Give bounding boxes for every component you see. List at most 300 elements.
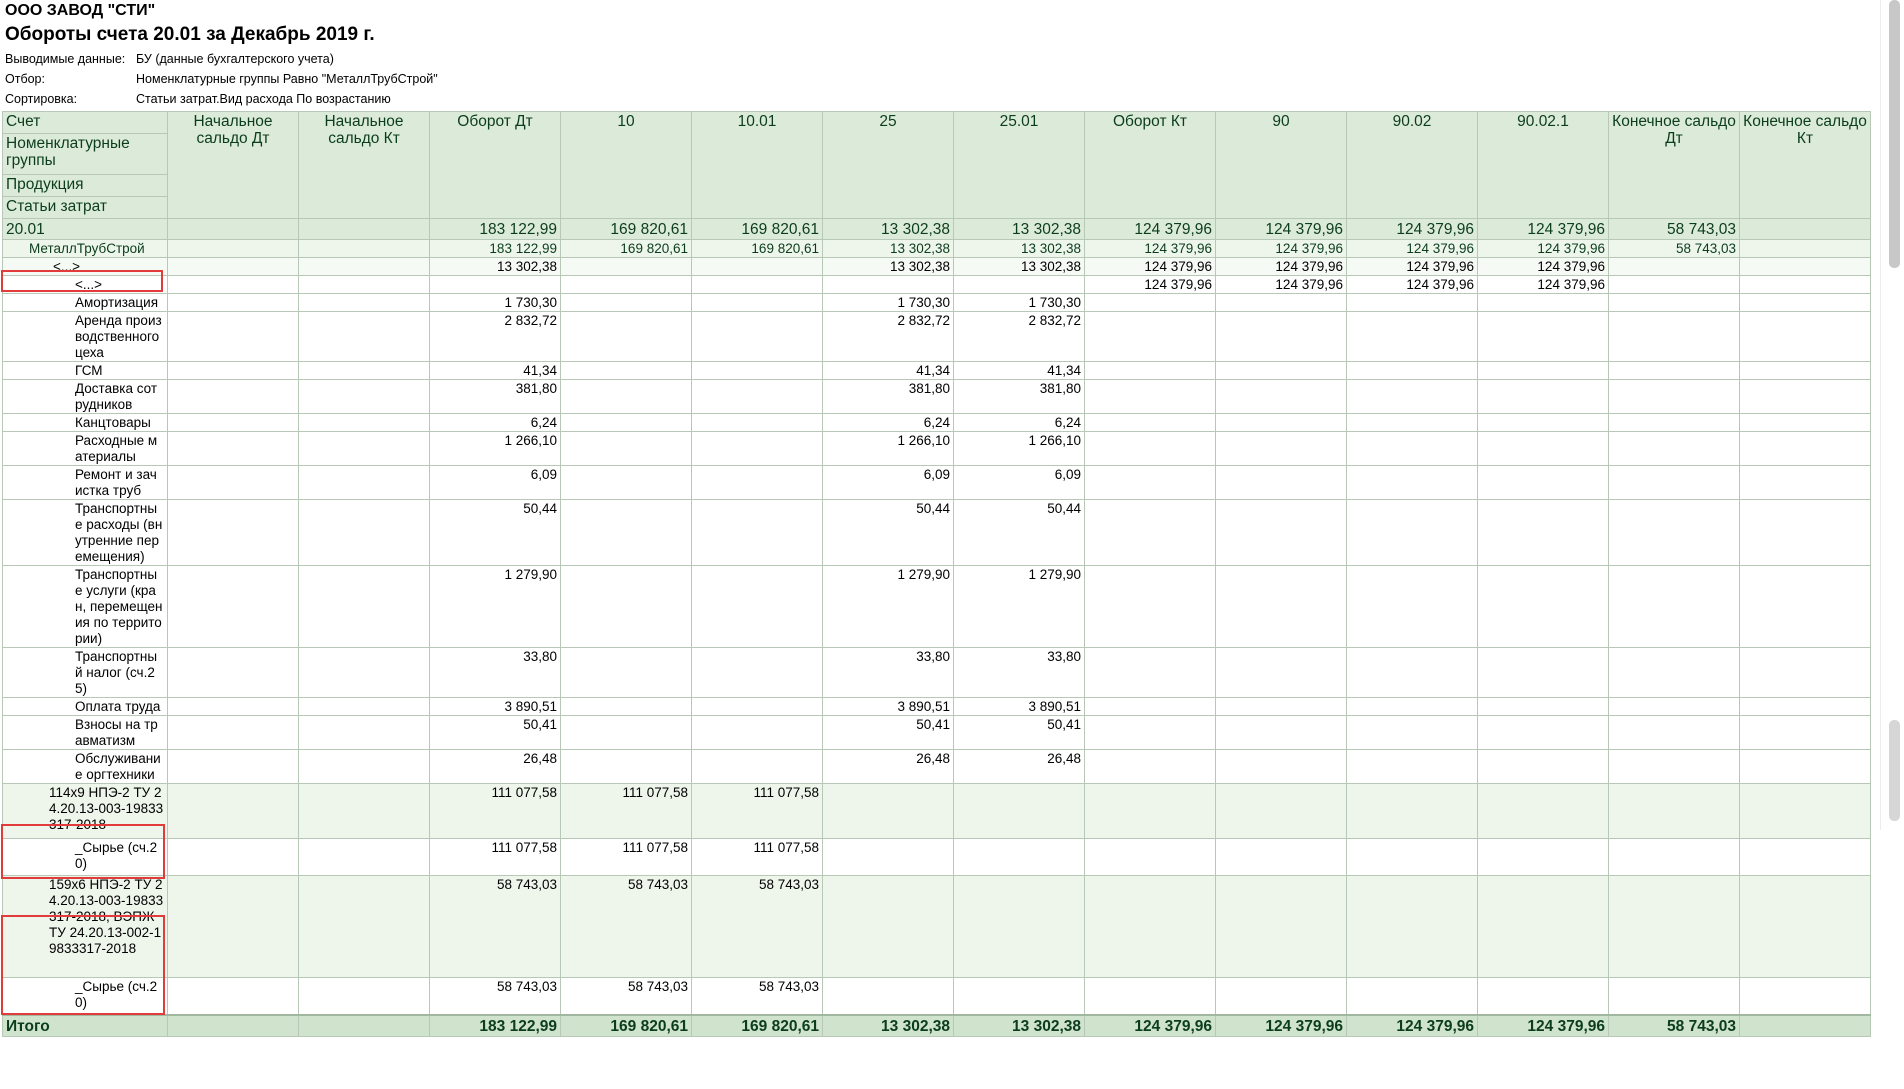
column-header-row (3, 112, 1871, 134)
cell-value (1085, 784, 1216, 839)
cell-value (1609, 466, 1740, 500)
cell-value (1216, 716, 1347, 750)
cell-value (1609, 839, 1740, 876)
dim-account[interactable]: Счет (3, 112, 168, 134)
row-label: _Сырье (сч.20) (3, 839, 168, 876)
dim-nomenclature-group[interactable]: Номенклатурные группы (3, 134, 168, 175)
cell-value (1085, 648, 1216, 698)
cell-value (1740, 219, 1871, 240)
cell-value (692, 500, 823, 566)
total-value: 13 302,38 (954, 1015, 1085, 1037)
product-row[interactable] (3, 784, 1871, 839)
cell-value (168, 698, 299, 716)
cell-value: 1 279,90 (430, 566, 561, 648)
cell-value (299, 500, 430, 566)
cell-value (1740, 276, 1871, 294)
cost-item-row[interactable] (3, 466, 1871, 500)
cell-value: 13 302,38 (954, 258, 1085, 276)
cell-value: 58 743,03 (692, 978, 823, 1016)
cell-value: 124 379,96 (1085, 240, 1216, 258)
total-value: 124 379,96 (1478, 1015, 1609, 1037)
cell-value (1216, 414, 1347, 432)
cell-value (1347, 648, 1478, 698)
cell-value (299, 276, 430, 294)
cell-value (1609, 380, 1740, 414)
cell-value (1085, 566, 1216, 648)
cell-value: 111 077,58 (430, 839, 561, 876)
total-value: 169 820,61 (692, 1015, 823, 1037)
cost-item-row[interactable] (3, 698, 1871, 716)
col-90-02[interactable]: 90.02 (1347, 112, 1478, 219)
total-value: 124 379,96 (1085, 1015, 1216, 1037)
cell-value (1740, 750, 1871, 784)
cell-value: 111 077,58 (430, 784, 561, 839)
cell-value (1347, 466, 1478, 500)
cell-value (1609, 276, 1740, 294)
row-label: Транспортные расходы (внутренние перемещения) (3, 500, 168, 566)
cell-value: 58 743,03 (430, 876, 561, 978)
cell-value: 124 379,96 (1347, 276, 1478, 294)
cell-value (299, 978, 430, 1016)
highlight-box-product-114x9 (1, 824, 165, 879)
cell-value: 111 077,58 (692, 839, 823, 876)
cell-value (1609, 978, 1740, 1016)
cell-value (1609, 648, 1740, 698)
cell-value (1609, 312, 1740, 362)
cell-value (1347, 414, 1478, 432)
cell-value (1085, 978, 1216, 1016)
col-25[interactable]: 25 (823, 112, 954, 219)
cell-value: 2 832,72 (430, 312, 561, 362)
cell-value (1216, 750, 1347, 784)
cell-value (299, 219, 430, 240)
cell-value (1478, 432, 1609, 466)
cell-value: 1 279,90 (823, 566, 954, 648)
cost-item-row-empty[interactable] (3, 276, 1871, 294)
cell-value (1085, 466, 1216, 500)
cell-value (823, 276, 954, 294)
cell-value: 33,80 (430, 648, 561, 698)
cost-item-row[interactable] (3, 716, 1871, 750)
cell-value: 1 266,10 (823, 432, 954, 466)
cell-value (1216, 432, 1347, 466)
cell-value (1609, 784, 1740, 839)
cell-value (299, 566, 430, 648)
row-label: Обслуживание оргтехники (3, 750, 168, 784)
total-value: 13 302,38 (823, 1015, 954, 1037)
cell-value (561, 698, 692, 716)
col-90-02-1[interactable]: 90.02.1 (1478, 112, 1609, 219)
total-value (168, 1015, 299, 1037)
cell-value (1478, 380, 1609, 414)
cell-value: 169 820,61 (692, 219, 823, 240)
cell-value: 13 302,38 (954, 240, 1085, 258)
cell-value: 381,80 (823, 380, 954, 414)
row-label: ГСМ (3, 362, 168, 380)
vertical-scrollbar-thumb[interactable] (1889, 0, 1900, 268)
cell-value: 2 832,72 (823, 312, 954, 362)
cell-value (168, 294, 299, 312)
cost-item-row[interactable] (3, 432, 1871, 466)
cell-value (1085, 362, 1216, 380)
cell-value: 169 820,61 (692, 240, 823, 258)
cell-value (561, 432, 692, 466)
cell-value (1347, 978, 1478, 1016)
cell-value: 183 122,99 (430, 240, 561, 258)
total-value: 183 122,99 (430, 1015, 561, 1037)
cell-value: 111 077,58 (561, 839, 692, 876)
cell-value (1216, 978, 1347, 1016)
cell-value (561, 362, 692, 380)
col-90[interactable]: 90 (1216, 112, 1347, 219)
cell-value (1216, 294, 1347, 312)
cell-value (1740, 978, 1871, 1016)
row-label: 114х9 НПЭ-2 ТУ 24.20.13-003-19833317-2018 (3, 784, 168, 839)
row-label: 20.01 (3, 219, 168, 240)
cell-value (299, 258, 430, 276)
col-opening-dt[interactable]: Начальное сальдо Дт (168, 112, 299, 219)
cell-value (1478, 500, 1609, 566)
dim-product[interactable]: Продукция (3, 175, 168, 197)
cell-value (168, 276, 299, 294)
cell-value (1478, 312, 1609, 362)
report-title: Обороты счета 20.01 за Декабрь 2019 г. (5, 24, 375, 45)
cell-value (1478, 839, 1609, 876)
cell-value: 381,80 (954, 380, 1085, 414)
cell-value (692, 258, 823, 276)
cell-value (561, 312, 692, 362)
cell-value (1740, 784, 1871, 839)
cell-value (299, 312, 430, 362)
row-label: Амортизация (3, 294, 168, 312)
cell-value (168, 312, 299, 362)
cell-value: 124 379,96 (1216, 276, 1347, 294)
cell-value (1085, 312, 1216, 362)
cell-value (954, 839, 1085, 876)
cell-value (561, 648, 692, 698)
cell-value (1085, 716, 1216, 750)
cell-value (1347, 876, 1478, 978)
cost-item-row[interactable] (3, 294, 1871, 312)
cell-value: 6,09 (823, 466, 954, 500)
cell-value (168, 219, 299, 240)
cell-value: 50,44 (430, 500, 561, 566)
cell-value: 13 302,38 (954, 219, 1085, 240)
cell-value (299, 380, 430, 414)
cell-value (1085, 876, 1216, 978)
cell-value (1478, 716, 1609, 750)
cell-value (1216, 648, 1347, 698)
cell-value (299, 876, 430, 978)
highlight-box-product-159x6 (1, 915, 165, 1015)
cell-value (299, 240, 430, 258)
cell-value (1478, 648, 1609, 698)
cell-value: 50,41 (823, 716, 954, 750)
cost-item-row[interactable] (3, 566, 1871, 648)
cell-value: 26,48 (430, 750, 561, 784)
cell-value: 6,24 (823, 414, 954, 432)
cell-value: 50,41 (954, 716, 1085, 750)
cell-value (299, 362, 430, 380)
cell-value: 124 379,96 (1085, 276, 1216, 294)
cell-value: 6,09 (954, 466, 1085, 500)
cell-value (1347, 566, 1478, 648)
cell-value (1740, 240, 1871, 258)
cell-value: 13 302,38 (823, 240, 954, 258)
cost-item-row[interactable] (3, 500, 1871, 566)
row-label: Оплата труда (3, 698, 168, 716)
total-value: 169 820,61 (561, 1015, 692, 1037)
cell-value (168, 839, 299, 876)
cell-value: 33,80 (823, 648, 954, 698)
total-value: 124 379,96 (1347, 1015, 1478, 1037)
cell-value (168, 784, 299, 839)
cost-item-row[interactable] (3, 750, 1871, 784)
cell-value: 124 379,96 (1347, 219, 1478, 240)
cell-value: 26,48 (823, 750, 954, 784)
cell-value (168, 258, 299, 276)
cell-value (1609, 566, 1740, 648)
cell-value: 124 379,96 (1216, 240, 1347, 258)
cell-value (1609, 362, 1740, 380)
cell-value (1478, 294, 1609, 312)
cell-value (299, 716, 430, 750)
account-row[interactable] (3, 219, 1871, 240)
cell-value (299, 839, 430, 876)
cell-value (168, 240, 299, 258)
cell-value (1216, 380, 1347, 414)
cell-value (1085, 839, 1216, 876)
cell-value (1609, 500, 1740, 566)
cell-value (168, 750, 299, 784)
cell-value (1347, 500, 1478, 566)
cell-value (1478, 566, 1609, 648)
cell-value (1478, 978, 1609, 1016)
cell-value: 124 379,96 (1347, 258, 1478, 276)
row-label: Транспортные услуги (кран, перемещения по территории) (3, 566, 168, 648)
cell-value (1609, 716, 1740, 750)
cell-value (1478, 698, 1609, 716)
cell-value (299, 698, 430, 716)
row-label: <...> (3, 276, 168, 294)
cell-value: 183 122,99 (430, 219, 561, 240)
cell-value (561, 294, 692, 312)
cell-value (561, 716, 692, 750)
cost-item-row[interactable] (3, 978, 1871, 1016)
cell-value: 58 743,03 (1609, 219, 1740, 240)
cell-value (954, 876, 1085, 978)
cell-value (1740, 380, 1871, 414)
cost-item-row[interactable] (3, 380, 1871, 414)
row-label: Расходные материалы (3, 432, 168, 466)
cell-value (1085, 432, 1216, 466)
cell-value: 58 743,03 (561, 978, 692, 1016)
cost-item-row[interactable] (3, 839, 1871, 876)
vertical-scrollbar-thumb-lower[interactable] (1889, 720, 1900, 821)
cell-value: 50,44 (954, 500, 1085, 566)
cell-value (1347, 362, 1478, 380)
cell-value: 124 379,96 (1478, 240, 1609, 258)
cell-value: 50,41 (430, 716, 561, 750)
cell-value (1609, 876, 1740, 978)
cell-value (168, 876, 299, 978)
cell-value (692, 698, 823, 716)
cell-value (168, 432, 299, 466)
cell-value (561, 258, 692, 276)
dim-cost-item[interactable]: Статьи затрат (3, 197, 168, 219)
cell-value: 111 077,58 (561, 784, 692, 839)
cell-value (1740, 294, 1871, 312)
cell-value (561, 380, 692, 414)
param-sort: Сортировка: Статьи затрат.Вид расхода По возрастанию (5, 92, 391, 106)
col-turnover-dt[interactable]: Оборот Дт (430, 112, 561, 219)
cell-value (1216, 698, 1347, 716)
cell-value (954, 276, 1085, 294)
cell-value: 13 302,38 (430, 258, 561, 276)
cell-value (1216, 312, 1347, 362)
cell-value (1478, 876, 1609, 978)
cell-value: 124 379,96 (1216, 219, 1347, 240)
cell-value (692, 362, 823, 380)
cell-value (954, 978, 1085, 1016)
cell-value (1085, 698, 1216, 716)
col-closing-dt[interactable]: Конечное сальдо Дт (1609, 112, 1740, 219)
cell-value: 1 730,30 (954, 294, 1085, 312)
cost-item-row[interactable] (3, 414, 1871, 432)
cell-value (1347, 698, 1478, 716)
cell-value (1609, 432, 1740, 466)
cell-value (1347, 716, 1478, 750)
cell-value (1216, 500, 1347, 566)
report-right-edge (1880, 0, 1881, 830)
total-value: 58 743,03 (1609, 1015, 1740, 1037)
organization-name: ООО ЗАВОД "СТИ" (5, 2, 156, 19)
cell-value (168, 566, 299, 648)
cell-value (430, 276, 561, 294)
product-row[interactable] (3, 876, 1871, 978)
cell-value (1347, 839, 1478, 876)
cell-value (1347, 294, 1478, 312)
cell-value (168, 414, 299, 432)
cell-value: 124 379,96 (1478, 258, 1609, 276)
cell-value (692, 312, 823, 362)
cell-value (1216, 876, 1347, 978)
cell-value: 6,09 (430, 466, 561, 500)
cell-value (168, 648, 299, 698)
cell-value: 111 077,58 (692, 784, 823, 839)
cell-value (299, 294, 430, 312)
cell-value: 3 890,51 (823, 698, 954, 716)
cell-value: 1 730,30 (430, 294, 561, 312)
cell-value: 169 820,61 (561, 219, 692, 240)
cell-value (1216, 839, 1347, 876)
cell-value: 1 730,30 (823, 294, 954, 312)
cell-value: 58 743,03 (692, 876, 823, 978)
row-label: Взносы на травматизм (3, 716, 168, 750)
cell-value (1347, 784, 1478, 839)
cell-value (1740, 876, 1871, 978)
cell-value (692, 380, 823, 414)
col-turnover-kt[interactable]: Оборот Кт (1085, 112, 1216, 219)
cell-value (1216, 362, 1347, 380)
col-10[interactable]: 10 (561, 112, 692, 219)
cell-value (1216, 784, 1347, 839)
cell-value: 3 890,51 (954, 698, 1085, 716)
cell-value (1347, 380, 1478, 414)
cell-value: 26,48 (954, 750, 1085, 784)
cell-value (1347, 750, 1478, 784)
cell-value: 33,80 (954, 648, 1085, 698)
cell-value (1740, 839, 1871, 876)
cell-value (692, 276, 823, 294)
cost-item-row[interactable] (3, 362, 1871, 380)
col-10-01[interactable]: 10.01 (692, 112, 823, 219)
cell-value: 381,80 (430, 380, 561, 414)
cost-item-row[interactable] (3, 648, 1871, 698)
cell-value: 124 379,96 (1216, 258, 1347, 276)
cell-value: 41,34 (823, 362, 954, 380)
cell-value (168, 716, 299, 750)
cell-value (1085, 294, 1216, 312)
cell-value (1740, 414, 1871, 432)
cell-value (1609, 750, 1740, 784)
cell-value (1740, 716, 1871, 750)
cell-value (692, 566, 823, 648)
row-label: Доставка сотрудников (3, 380, 168, 414)
cell-value (299, 784, 430, 839)
highlight-box-empty-product (1, 270, 163, 292)
col-opening-kt[interactable]: Начальное сальдо Кт (299, 112, 430, 219)
cell-value: 2 832,72 (954, 312, 1085, 362)
cell-value (299, 648, 430, 698)
row-label: 159х6 НПЭ-2 ТУ 24.20.13-003-19833317-2018, ВЭПЖ ТУ 24.20.13-002-19833317-2018 (3, 876, 168, 978)
cell-value (168, 978, 299, 1016)
cell-value: 124 379,96 (1085, 219, 1216, 240)
turnover-table (2, 111, 1871, 1037)
cell-value: 1 279,90 (954, 566, 1085, 648)
cost-item-row[interactable] (3, 312, 1871, 362)
total-label: Итого (3, 1015, 168, 1037)
col-closing-kt[interactable]: Конечное сальдо Кт (1740, 112, 1871, 219)
cell-value (1740, 258, 1871, 276)
total-value (1740, 1015, 1871, 1037)
col-25-01[interactable]: 25.01 (954, 112, 1085, 219)
row-label: Ремонт и зачистка труб (3, 466, 168, 500)
cell-value: 13 302,38 (823, 219, 954, 240)
cell-value: 124 379,96 (1085, 258, 1216, 276)
cell-value (561, 276, 692, 294)
cell-value (823, 876, 954, 978)
cell-value (299, 414, 430, 432)
cell-value: 41,34 (954, 362, 1085, 380)
cell-value (1347, 432, 1478, 466)
cell-value (692, 432, 823, 466)
cell-value: 13 302,38 (823, 258, 954, 276)
cell-value (1740, 698, 1871, 716)
cell-value (1085, 380, 1216, 414)
cell-value (168, 362, 299, 380)
row-label: _Сырье (сч.20) (3, 978, 168, 1016)
cell-value: 50,44 (823, 500, 954, 566)
cell-value (1740, 312, 1871, 362)
cell-value (1609, 698, 1740, 716)
row-label: <...> (3, 258, 168, 276)
total-row[interactable] (3, 1015, 1871, 1037)
cell-value (1740, 500, 1871, 566)
total-value (299, 1015, 430, 1037)
nomenclature-group-row[interactable] (3, 240, 1871, 258)
product-row-empty[interactable] (3, 258, 1871, 276)
